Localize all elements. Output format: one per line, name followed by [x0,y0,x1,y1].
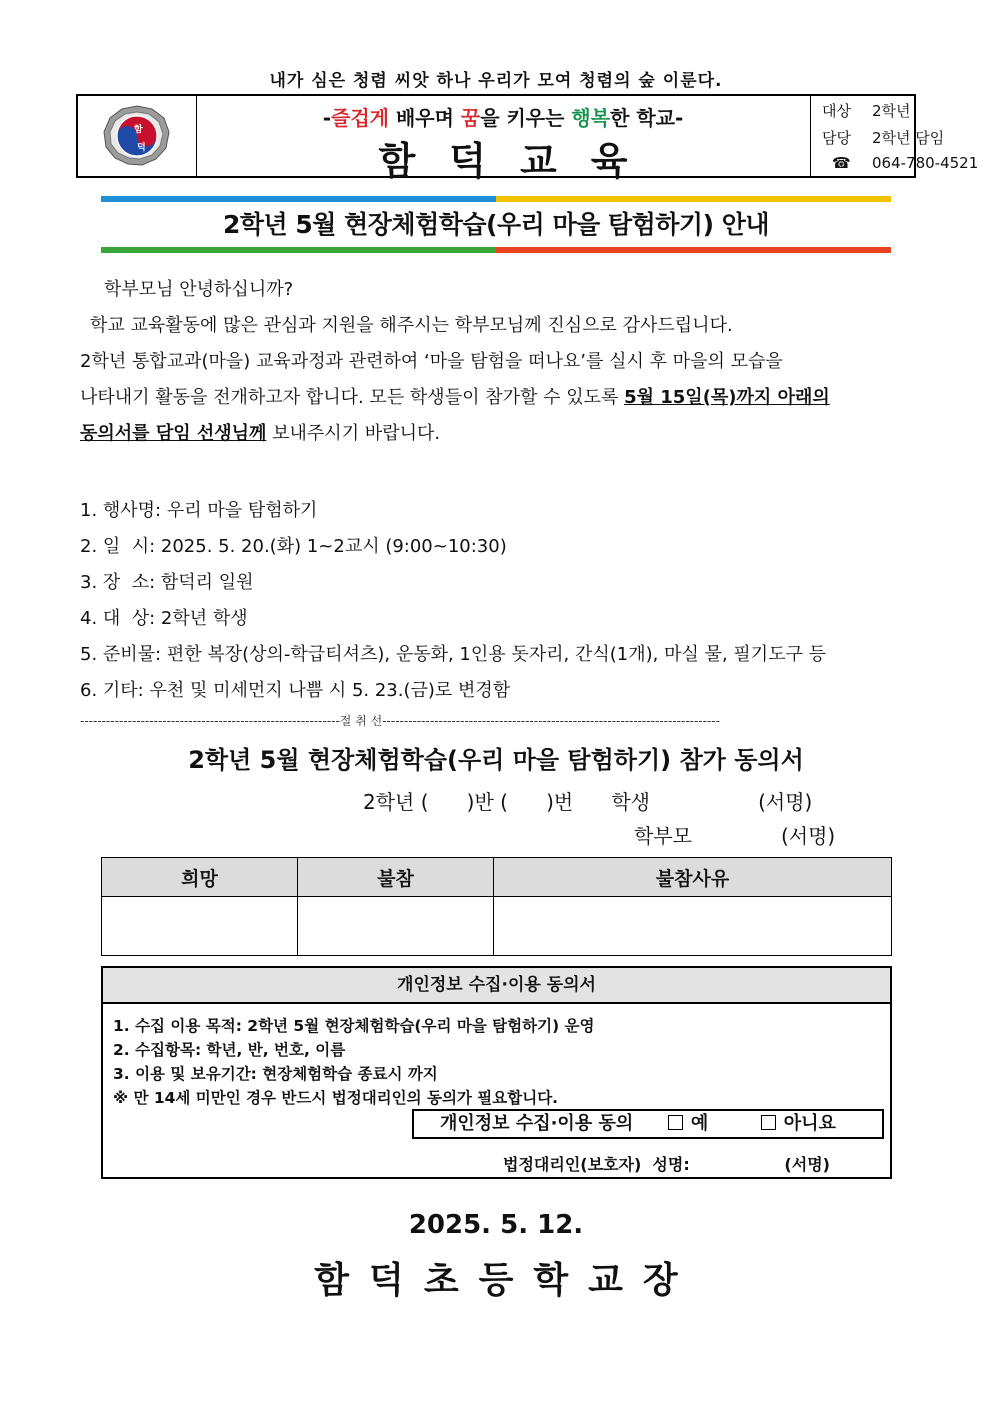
col-attend: 희망 [102,858,298,897]
attendance-table [101,857,892,956]
info-value: 2학년 담임 [872,129,945,147]
privacy-note: ※ 만 14세 미만인 경우 반드시 법정대리인의 동의가 필요합니다. [113,1089,559,1107]
detail-place: 3. 장 소: 함덕리 일원 [80,572,254,593]
phone-icon: ☎ [832,154,851,172]
privacy-purpose: 1. 수집 이용 목적: 2학년 5월 현장체험학습(우리 마을 탐험하기) 운영 [113,1017,595,1035]
slogan-part: 한 학교- [610,106,684,130]
agree-yes-checkbox[interactable] [668,1115,683,1130]
greeting: 학부모님 안녕하십니까? [104,279,294,300]
info-key: 대상 [822,102,851,120]
top-bar-blue [101,196,496,202]
col-absent-reason: 불참사유 [494,858,892,897]
col-absent: 불참 [298,858,494,897]
issue-date: 2025. 5. 12. [408,1210,584,1240]
integrity-motto: 내가 심은 청렴 씨앗 하나 우리가 모여 청렴의 숲 이룬다. [269,71,723,91]
attend-cell[interactable] [102,897,298,956]
text-plain: 나타내기 활동을 전개하고자 합니다. 모든 학생들이 참가할 수 있도록 [80,387,625,408]
thanks-line: 학교 교육활동에 많은 관심과 지원을 해주시는 학부모님께 진심으로 감사드립니다. [90,315,733,336]
deadline-line [80,380,916,416]
info-owner [822,127,944,148]
school-header [76,94,979,183]
agree-no-label: 아니요 [783,1113,836,1134]
slogan-part: 즐겁게 [331,106,389,130]
logo-text-top: 함 [134,125,143,135]
top-bar-yellow [496,196,891,202]
school-logo-cell [78,96,197,176]
privacy-title: 개인정보 수집·이용 동의서 [103,968,890,1004]
detail-supplies: 5. 준비물: 편한 복장(상의-학급티셔츠), 운동화, 1인용 돗자리, 간식(1개), 마실 물, 필기도구 등 [80,644,827,665]
table-row [102,897,892,956]
principal-title: 함덕초등학교장 [314,1260,698,1301]
info-phone [822,154,978,172]
privacy-period: 3. 이용 및 보유기간: 현장체험학습 종료시 까지 [113,1065,438,1083]
privacy-items: 2. 수집항목: 학년, 반, 번호, 이름 [113,1041,346,1059]
cut-line: ------------------------------------------------------------절 취 선------------------------------------------------------------------------------ [80,714,720,728]
header-title-cell [196,96,811,183]
header-info-cell [810,96,979,176]
info-target [822,100,911,121]
intro-line: 2학년 통합교과(마을) 교육과정과 관련하여 ‘마을 탐험을 떠나요’를 실시 후 마을의 모습을 [80,351,783,372]
guardian-sign-line: 법정대리인(보호자) 성명: (서명) [503,1155,830,1174]
slogan-part: - [322,106,332,130]
submit-line [80,416,916,452]
agree-no-checkbox[interactable] [761,1115,776,1130]
submit-emphasis: 동의서를 담임 선생님께 [80,423,267,444]
agree-yes-label: 예 [690,1113,709,1134]
table-header-row [102,858,892,897]
deadline-emphasis: 5월 15일(목)까지 아래의 [624,387,830,408]
slogan-part: 행복 [571,106,611,130]
brand-title: 함덕교육 [378,139,662,183]
absent-cell[interactable] [298,897,494,956]
detail-event-name: 1. 행사명: 우리 마을 탐험하기 [80,500,318,521]
slogan-part: 배우며 [388,106,461,130]
consent-title: 2학년 5월 현장체험학습(우리 마을 탐험하기) 참가 동의서 [188,746,804,774]
text-plain: 보내주시기 바랍니다. [266,423,441,444]
agree-label: 개인정보 수집·이용 동의 [440,1113,634,1134]
slogan-part: 꿈 [460,106,481,130]
absent-reason-cell[interactable] [494,897,892,956]
notice-title: 2학년 5월 현장체험학습(우리 마을 탐험하기) 안내 [222,210,769,239]
info-key: 담당 [822,129,851,147]
bottom-bar-green [101,247,496,253]
detail-target: 4. 대 상: 2학년 학생 [80,608,248,629]
privacy-consent-box [101,966,892,1179]
info-value: 2학년 [872,102,911,120]
logo-text-bottom: 덕 [137,143,146,153]
detail-other: 6. 기타: 우천 및 미세먼지 나쁨 시 5. 23.(금)로 변경함 [80,680,511,701]
student-sign-line: 2학년 ( )반 ( )번 학생 (서명) [363,790,813,814]
info-value: 064-780-4521 [872,154,979,172]
slogan-part: 을 키우는 [480,106,572,130]
parent-sign-line: 학부모 (서명) [634,824,836,848]
school-slogan [196,102,810,131]
bottom-bar-red [496,247,891,253]
detail-datetime: 2. 일 시: 2025. 5. 20.(화) 1~2교시 (9:00~10:30) [80,536,507,557]
privacy-agree-row [412,1109,884,1139]
school-emblem-icon [78,96,196,176]
